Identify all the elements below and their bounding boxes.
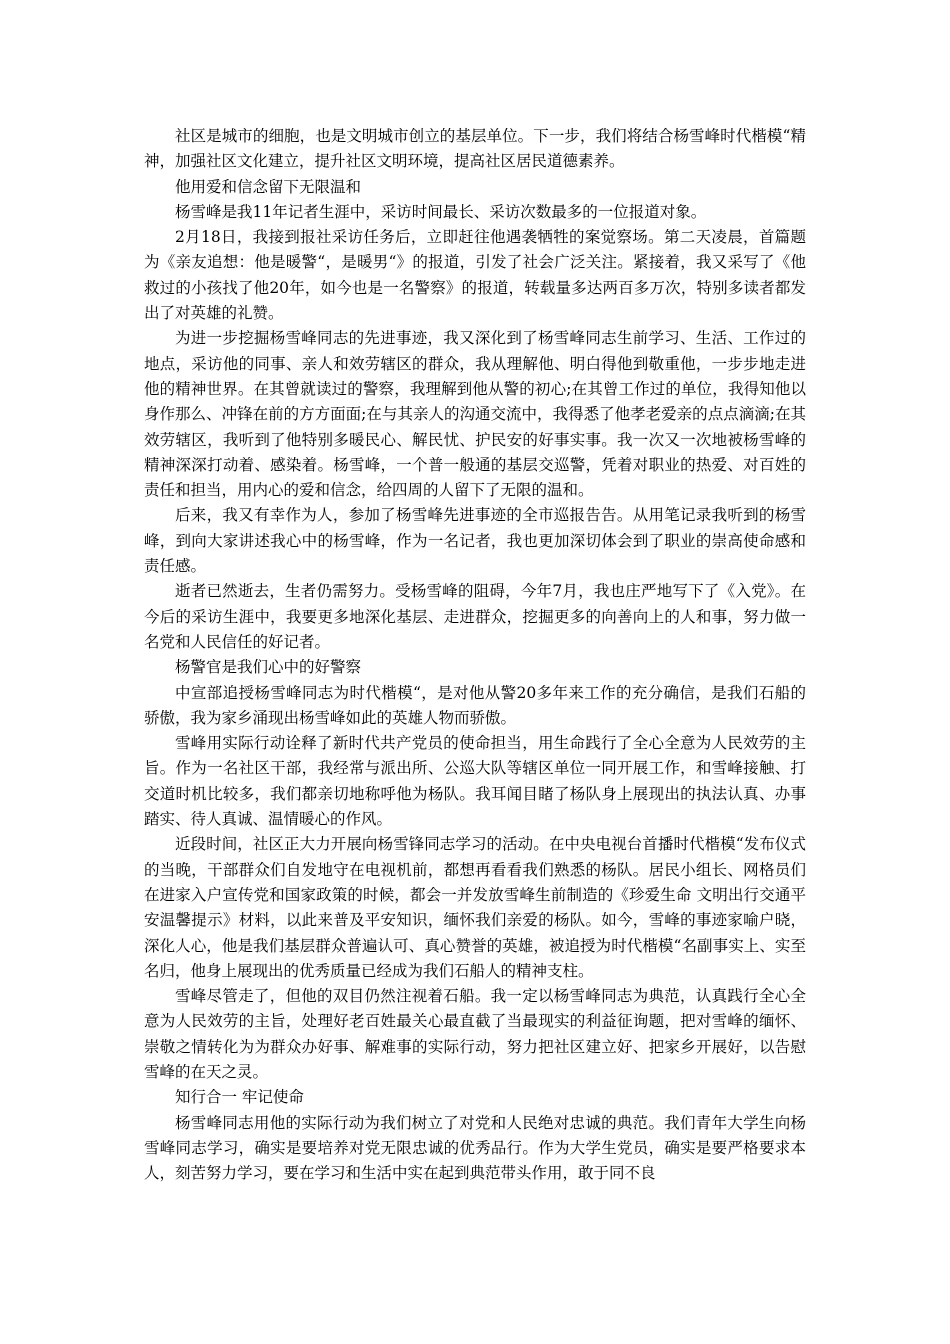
section-heading: 知行合一 牢记使命 xyxy=(175,1088,304,1107)
section-heading: 他用爱和信念留下无限温和 xyxy=(175,177,362,196)
paragraph: 近段时间，社区正大力开展向杨雪锋同志学习的活动。在中央电视台首播时代楷模“发布仪式的当晚，干部群众们自发地守在电视机前，都想再看看我们熟悉的杨队。居民小组长、网格员们在进家入户宣传党和国家政策的时候，都会一并发放雪峰生前制造的《珍爱生命 文明出行交通平安温馨提示》材料，以此来普及平安知识，缅怀我们亲爱的杨队。如今，雪峰的事迹家喻户晓，深化人心，他是我们基层群众普遍认可、真心赞誉的英雄，被追授为时代楷模“名副事实上、实至名归，他身上展现出的优秀质量已经成为我们石船人的精神支柱。 xyxy=(144,835,806,980)
paragraph: 雪峰用实际行动诠释了新时代共产党员的使命担当，用生命践行了全心全意为人民效劳的主旨。作为一名社区干部，我经常与派出所、公巡大队等辖区单位一同开展工作，和雪峰接触、打交道时机比较多，我们都亲切地称呼他为杨队。我耳闻目睹了杨队身上展现出的执法认真、办事踏实、待人真诚、温情暖心的作风。 xyxy=(144,734,806,829)
paragraph: 为进一步挖掘杨雪峰同志的先进事迹，我又深化到了杨雪峰同志生前学习、生活、工作过的地点，采访他的同事、亲人和效劳辖区的群众，我从理解他、明白得他到敬重他，一步步地走进他的精神世界。在其曾就读过的警察，我理解到他从警的初心;在其曾工作过的单位，我得知他以身作那么、冲锋在前的方方面面;在与其亲人的沟通交流中，我得悉了他孝老爱亲的点点滴滴;在其效劳辖区，我听到了他特别多暖民心、解民忧、护民安的好事实事。我一次又一次地被杨雪峰的精神深深打动着、感染着。杨雪峰，一个普一般通的基层交巡警，凭着对职业的热爱、对百姓的责任和担当，用内心的爱和信念，给四周的人留下了无限的温和。 xyxy=(144,329,806,500)
document-body xyxy=(144,124,806,1186)
paragraph: 后来，我又有幸作为人，参加了杨雪峰先进事迹的全市巡报告告。从用笔记录我听到的杨雪峰，到向大家讲述我心中的杨雪峰，作为一名记者，我也更加深切体会到了职业的崇高使命感和责任感。 xyxy=(144,506,806,576)
paragraph: 雪峰尽管走了，但他的双目仍然注视着石船。我一定以杨雪峰同志为典范，认真践行全心全意为人民效劳的主旨，处理好老百姓最关心最直截了当最现实的利益征询题，把对雪峰的缅怀、崇敬之情转化为为群众办好事、解难事的实际行动，努力把社区建立好、把家乡开展好，以告慰雪峰的在天之灵。 xyxy=(144,987,806,1081)
paragraph: 中宣部追授杨雪峰同志为时代楷模“，是对他从警20多年来工作的充分确信，是我们石船的骄傲，我为家乡涌现出杨雪峰如此的英雄人物而骄傲。 xyxy=(144,683,806,727)
paragraph: 杨雪峰同志用他的实际行动为我们树立了对党和人民绝对忠诚的典范。我们青年大学生向杨雪峰同志学习，确实是要培养对党无限忠诚的优秀品行。作为大学生党员，确实是要严格要求本人，刻苦努力学习，要在学习和生活中实在起到典范带头作用，敢于同不良 xyxy=(144,1113,806,1183)
section-heading: 杨警官是我们心中的好警察 xyxy=(175,658,362,677)
paragraph: 2月18日，我接到报社采访任务后，立即赶往他遇袭牺牲的案觉察场。第二天凌晨，首篇题为《亲友追想：他是暖警“，是暖男“》的报道，引发了社会广泛关注。紧接着，我又采写了《他救过的小孩找了他20年，如今也是一名警察》的报道，转载量多达两百多万次，特别多读者都发出了对英雄的礼赞。 xyxy=(144,228,806,323)
paragraph: 逝者已然逝去，生者仍需努力。受杨雪峰的阻碍，今年7月，我也庄严地写下了《入党》。在今后的采访生涯中，我要更多地深化基层、走进群众，挖掘更多的向善向上的人和事，努力做一名党和人民信任的好记者。 xyxy=(144,582,806,651)
paragraph: 社区是城市的细胞，也是文明城市创立的基层单位。下一步，我们将结合杨雪峰时代楷模“精神，加强社区文化建立，提升社区文明环境，提高社区居民道德素养。 xyxy=(144,127,806,171)
paragraph: 杨雪峰是我11年记者生涯中，采访时间最长、采访次数最多的一位报道对象。 xyxy=(175,202,707,221)
